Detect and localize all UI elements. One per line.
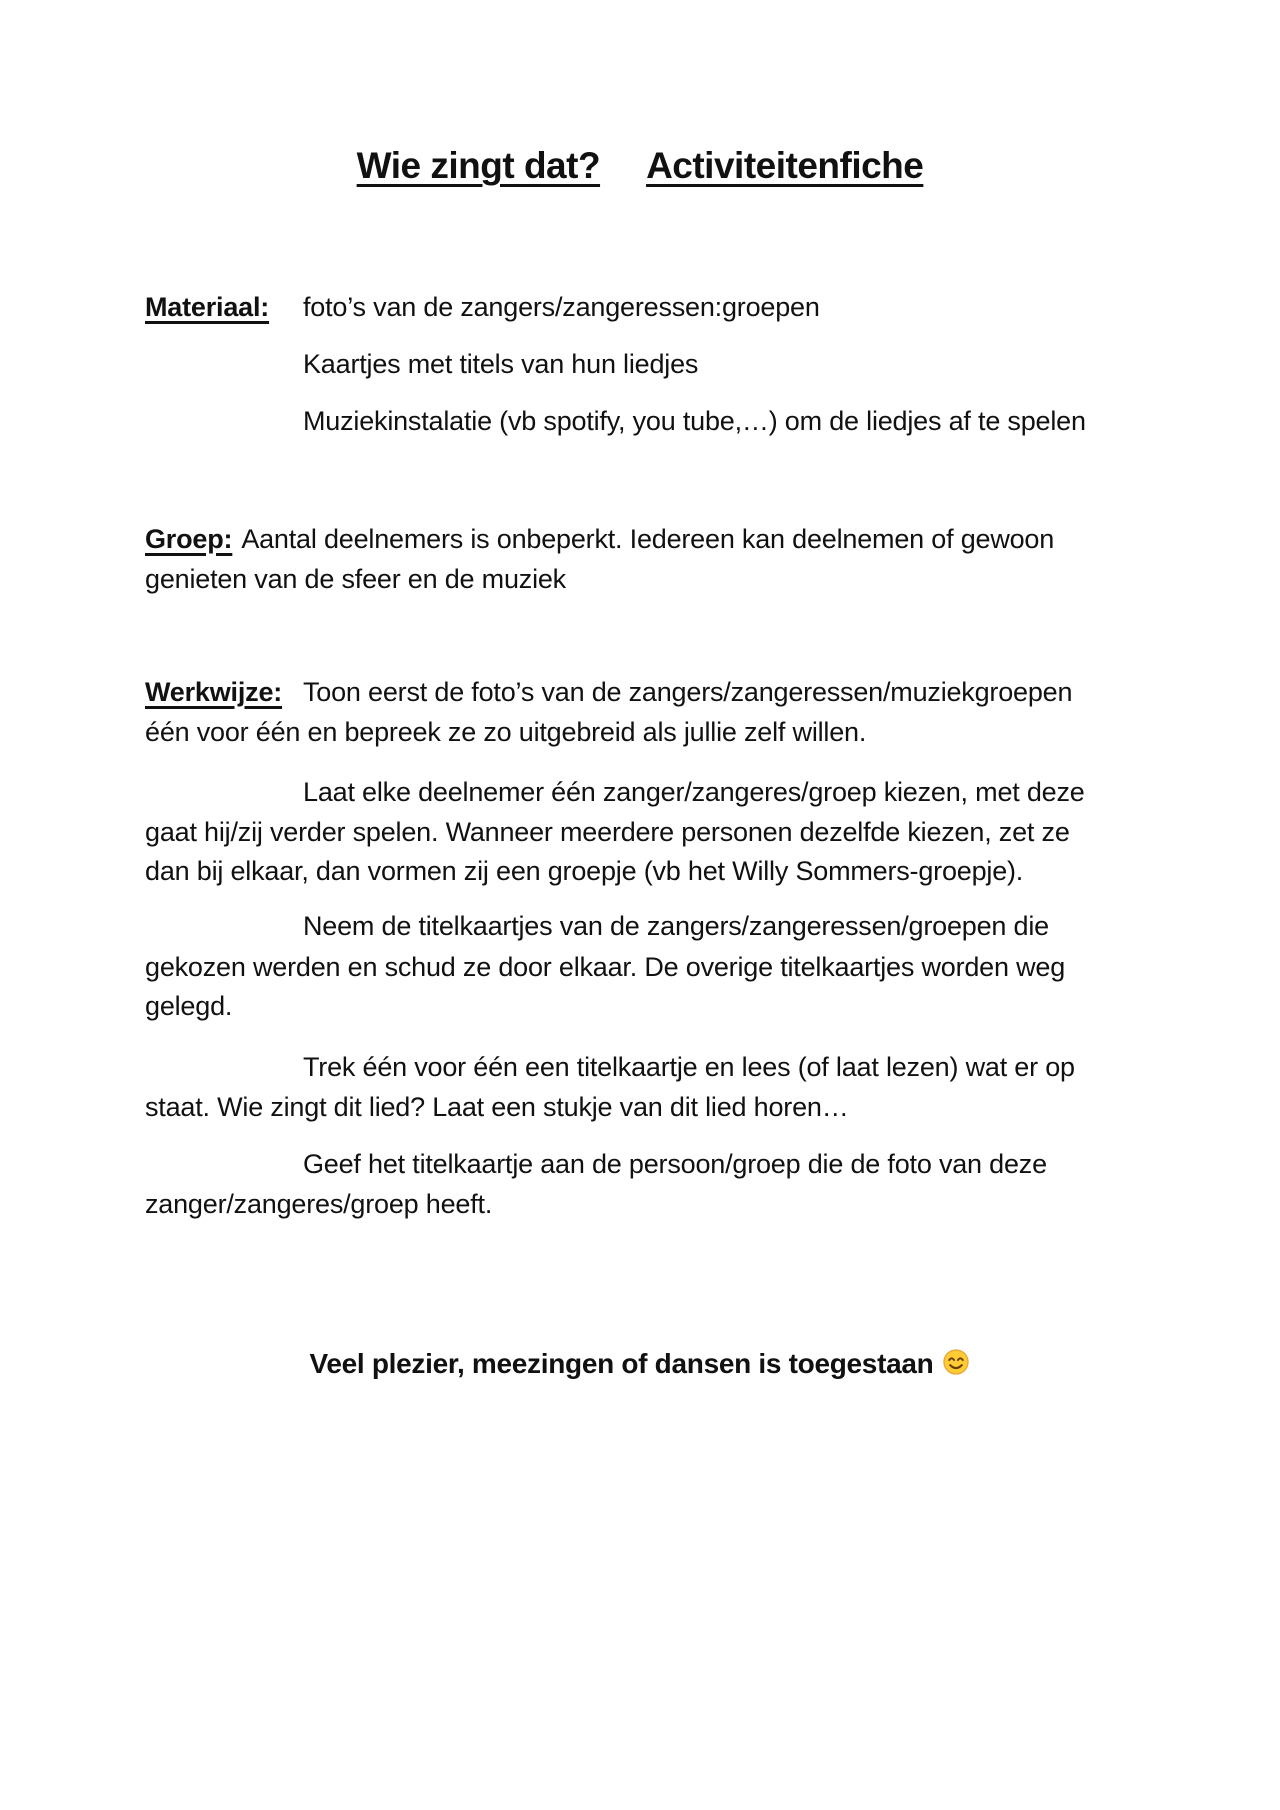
- werkwijze-p3-text-2: gekozen werden en schud ze door elkaar. De overige titelkaartjes worden weg: [145, 952, 1066, 982]
- werkwijze-p5-line-2: [145, 1184, 492, 1224]
- werkwijze-p4-line-1: [145, 1047, 1075, 1087]
- werkwijze-p4-text-1: Trek één voor één een titelkaartje en lees (of laat lezen) wat er op: [303, 1052, 1075, 1082]
- werkwijze-p1-text-2: één voor één en bepreek ze zo uitgebreid als jullie zelf willen.: [145, 717, 867, 747]
- materiaal-line-2: [145, 344, 698, 384]
- materiaal-line-1: [145, 287, 820, 327]
- werkwijze-label: Werkwijze:: [145, 677, 283, 707]
- materiaal-item-2: Kaartjes met titels van hun liedjes: [303, 349, 699, 379]
- werkwijze-p3-line-1: [145, 906, 1049, 946]
- werkwijze-p4-text-2: staat. Wie zingt dit lied? Laat een stukje van dit lied horen…: [145, 1092, 849, 1122]
- werkwijze-p3-line-3: [145, 986, 232, 1026]
- werkwijze-p1-line-1: [145, 672, 1072, 712]
- werkwijze-p5-text-1: Geef het titelkaartje aan de persoon/groep die de foto van deze: [303, 1149, 1047, 1179]
- materiaal-item-1: foto’s van de zangers/zangeressen:groepen: [303, 292, 820, 322]
- materiaal-label: Materiaal:: [145, 292, 270, 322]
- footer-message: [0, 1348, 1280, 1383]
- werkwijze-p2-line-3: [145, 851, 1023, 891]
- materiaal-item-3: Muziekinstalatie (vb spotify, you tube,…) om de liedjes af te spelen: [303, 406, 1086, 436]
- werkwijze-p5-line-1: [145, 1144, 1047, 1184]
- footer-text: Veel plezier, meezingen of dansen is toegestaan: [309, 1348, 934, 1379]
- werkwijze-p2-text-1: Laat elke deelnemer één zanger/zangeres/groep kiezen, met deze: [303, 777, 1085, 807]
- groep-text-2: genieten van de sfeer en de muziek: [145, 564, 566, 594]
- werkwijze-p2-text-2: gaat hij/zij verder spelen. Wanneer meerdere personen dezelfde kiezen, zet ze: [145, 817, 1070, 847]
- page-title: [0, 145, 1280, 187]
- werkwijze-p1-text-1: Toon eerst de foto’s van de zangers/zangeressen/muziekgroepen: [303, 677, 1073, 707]
- werkwijze-p2-line-2: [145, 812, 1070, 852]
- groep-label: Groep:: [145, 524, 233, 554]
- materiaal-label-cell: [145, 287, 303, 327]
- materiaal-line-3: [145, 401, 1086, 441]
- werkwijze-p3-text-3: gelegd.: [145, 991, 233, 1021]
- werkwijze-p1-line-2: [145, 712, 866, 752]
- werkwijze-label-cell: [145, 672, 303, 712]
- werkwijze-p3-text-1: Neem de titelkaartjes van de zangers/zangeressen/groepen die: [303, 911, 1049, 941]
- title-part-2: Activiteitenfiche: [646, 145, 924, 186]
- werkwijze-p3-line-2: [145, 947, 1065, 987]
- groep-line-2: [145, 559, 566, 599]
- werkwijze-p5-text-2: zanger/zangeres/groep heeft.: [145, 1189, 493, 1219]
- werkwijze-p2-line-1: [145, 772, 1085, 812]
- title-part-1: Wie zingt dat?: [356, 145, 601, 186]
- werkwijze-p2-text-3: dan bij elkaar, dan vormen zij een groepje (vb het Willy Sommers-groepje).: [145, 856, 1024, 886]
- werkwijze-p4-line-2: [145, 1087, 849, 1127]
- groep-line-1: [145, 519, 1054, 559]
- smiling-face-with-smiling-eyes-icon: [942, 1351, 970, 1382]
- groep-text-1: Aantal deelnemers is onbeperkt. Iedereen kan deelnemen of gewoon: [241, 524, 1055, 554]
